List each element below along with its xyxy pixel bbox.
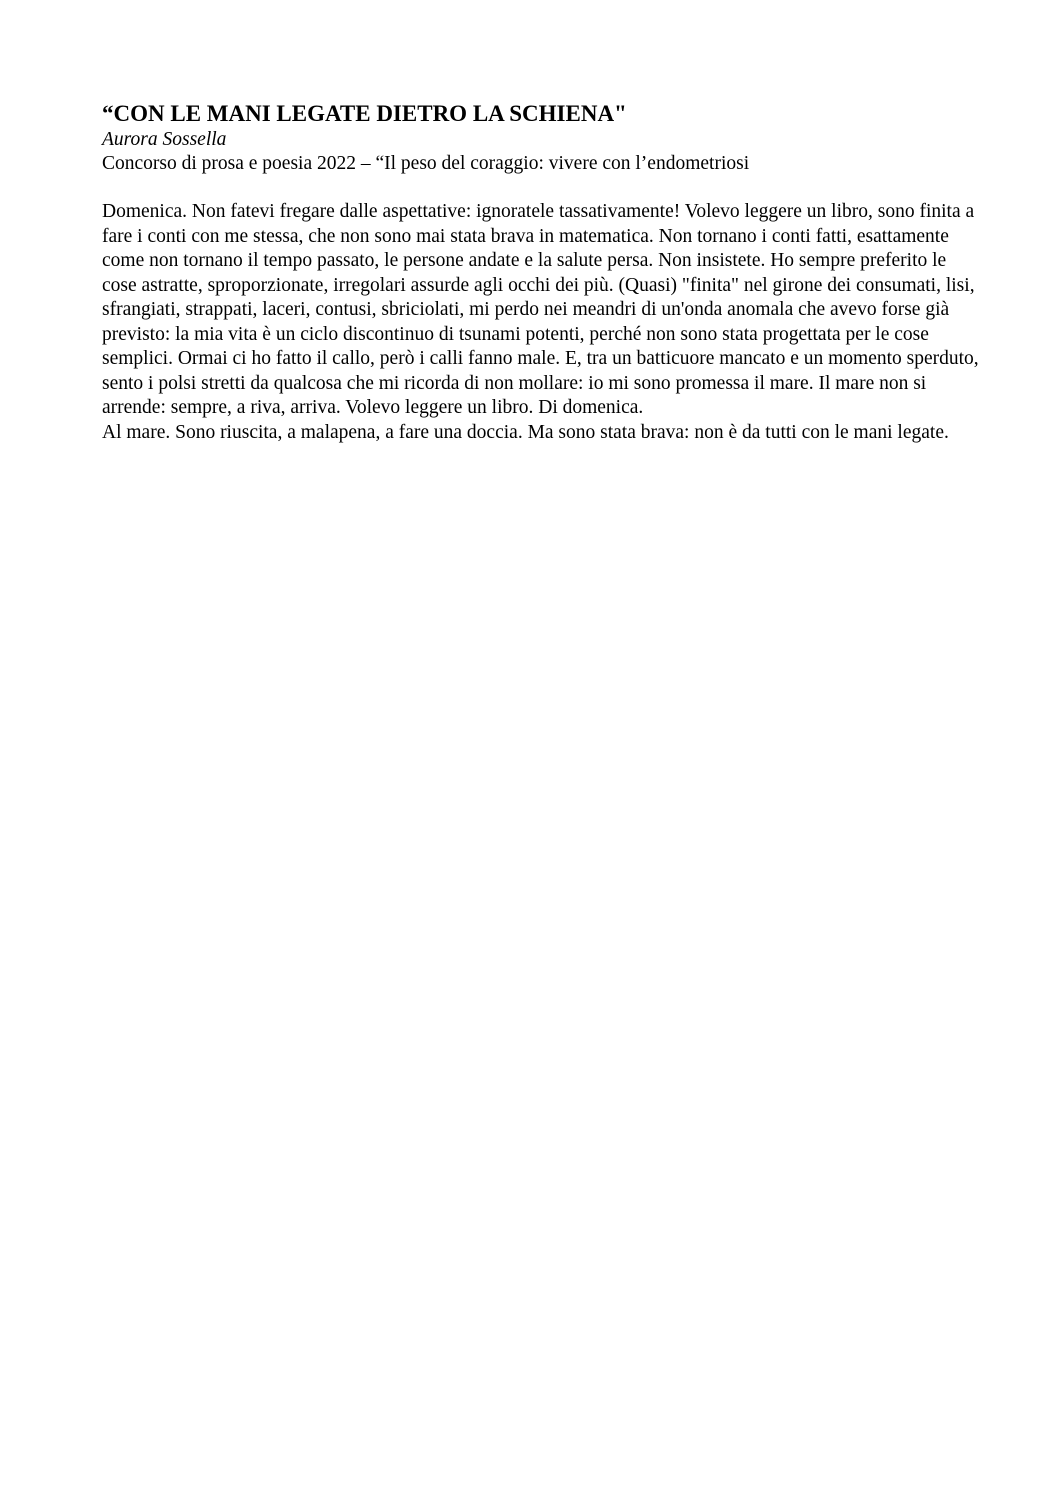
body-text (102, 200, 982, 445)
contest-subtitle: Concorso di prosa e poesia 2022 – “Il peso del coraggio: vivere con l’endometriosi (102, 153, 750, 174)
paragraph: Domenica. Non fatevi fregare dalle aspettative: ignoratele tassativamente! Volevo leggere un libro, sono finita a fare i conti con me stessa, che non sono mai stata brava in matematica. Non tornano i conti fatti, esattamente come non tornano il tempo passato, le persone andate e la salute persa. Non insistete. Ho sempre preferito le cose astratte, sproporzionate, irregolari assurde agli occhi dei più. (Quasi) "finita" nel girone dei consumati, lisi, sfrangiati, strappati, laceri, contusi, sbriciolati, mi perdo nei meandri di un'onda anomala che avevo forse già previsto: la mia vita è un ciclo discontinuo di tsunami potenti, perché non sono stata progettata per le cose semplici. Ormai ci ho fatto il callo, però i calli fanno male. E, tra un batticuore mancato e un momento sperduto, sento i polsi stretti da qualcosa che mi ricorda di non mollare: io mi sono promessa il mare. Il mare non si arrende: sempre, a riva, arriva. Volevo leggere un libro. Di domenica. (102, 201, 979, 418)
document-title: “CON LE MANI LEGATE DIETRO LA SCHIENA" (102, 101, 627, 126)
paragraph: Al mare. Sono riuscita, a malapena, a fare una doccia. Ma sono stata brava: non è da tutti con le mani legate. (102, 421, 949, 443)
document-page (102, 100, 982, 445)
author-name: Aurora Sossella (102, 129, 227, 150)
